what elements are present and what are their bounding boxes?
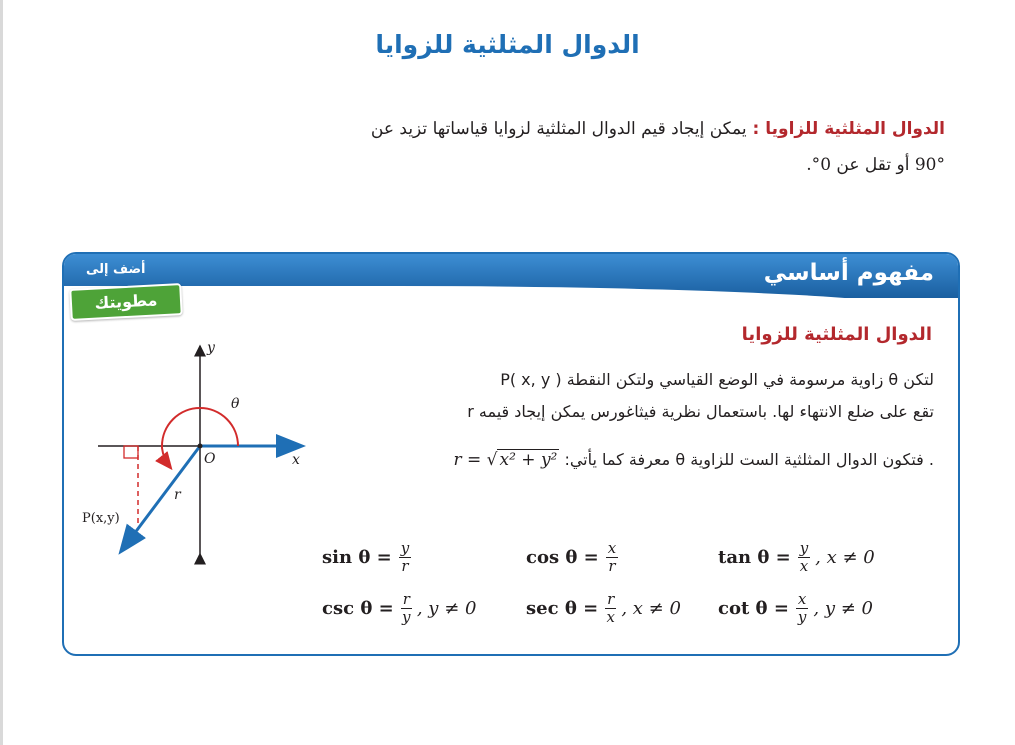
intro-line-1: [275, 111, 945, 147]
sec-den: x: [606, 608, 615, 626]
cos-den: r: [608, 557, 616, 575]
tan-formula: [718, 540, 875, 575]
cot-fraction: [796, 591, 808, 626]
definition-line-3-suffix: . فتكون الدوال المثلثية الست للزاوية θ معرفة كما يأتي:: [564, 450, 934, 469]
cos-formula: [526, 540, 621, 575]
definition-line-2: تقع على ضلع الانتهاء لها. باستعمال نظرية فيثاغورس يمكن إيجاد قيمه r: [467, 402, 934, 421]
cot-condition: , y ≠ 0: [813, 598, 873, 619]
sec-num: r: [607, 590, 615, 608]
cos-num: x: [607, 539, 617, 557]
sin-den: r: [401, 557, 409, 575]
foldable-label: مطويتك: [69, 283, 183, 321]
radius-prefix: r =: [453, 450, 487, 470]
intro-term: الدوال المثلثية للزاويا :: [747, 119, 945, 139]
foldable-tag[interactable]: [68, 256, 188, 322]
cot-num: x: [797, 590, 807, 608]
tan-fraction: [798, 540, 810, 575]
cot-formula: [718, 591, 873, 626]
origin-dot: [198, 444, 203, 449]
csc-fraction: [401, 591, 412, 626]
sin-formula: [322, 540, 414, 575]
sin-fraction: [399, 540, 411, 575]
sin-num: y: [400, 539, 410, 557]
y-label: y: [207, 340, 215, 356]
csc-condition: , y ≠ 0: [416, 598, 477, 619]
cot-den: y: [797, 608, 807, 626]
definition-line-3: [453, 450, 934, 470]
sin-fn: sin θ =: [322, 547, 392, 568]
theta-label: θ: [231, 396, 240, 412]
concept-subtitle: الدوال المثلثية للزوايا: [741, 324, 932, 345]
key-concept-box: [62, 252, 960, 656]
sec-formula: [526, 591, 681, 626]
intro-text-1: يمكن إيجاد قيم الدوال المثلثية لزوايا قياساتها تزيد عن: [370, 119, 747, 139]
page-title: الدوال المثلثية للزوايا: [375, 30, 640, 59]
tan-condition: , x ≠ 0: [815, 547, 875, 568]
tan-fn: tan θ =: [718, 547, 791, 568]
cos-fraction: [606, 540, 618, 575]
cot-fn: cot θ =: [718, 598, 789, 619]
intro-paragraph: [275, 111, 945, 183]
radius-formula: r = √ x² + y²: [453, 450, 558, 470]
page-left-rule: [0, 0, 3, 745]
csc-fn: csc θ =: [322, 598, 394, 619]
sec-fraction: [605, 591, 616, 626]
cos-fn: cos θ =: [526, 547, 599, 568]
angle-diagram: [78, 336, 318, 566]
origin-label: O: [204, 451, 216, 467]
intro-line-2: 90° أو تقل عن 0°.: [806, 155, 945, 175]
r-label: r: [174, 487, 181, 503]
csc-den: y: [402, 608, 411, 626]
csc-formula: [322, 591, 476, 626]
right-angle-mark: [124, 446, 138, 458]
x-label: x: [292, 452, 300, 468]
radicand: x² + y²: [499, 450, 558, 470]
terminal-side: [122, 446, 200, 550]
point-label: P(x,y): [82, 511, 120, 526]
box-title: مفهوم أساسي: [763, 260, 934, 286]
csc-num: r: [402, 590, 410, 608]
add-to-label: أضف إلى: [86, 262, 146, 277]
tan-num: y: [799, 539, 809, 557]
sec-condition: , x ≠ 0: [621, 598, 681, 619]
definition-line-1: لتكن θ زاوية مرسومة في الوضع القياسي ولتكن النقطة ( P( x, y: [500, 370, 934, 389]
sec-fn: sec θ =: [526, 598, 599, 619]
tan-den: x: [799, 557, 809, 575]
